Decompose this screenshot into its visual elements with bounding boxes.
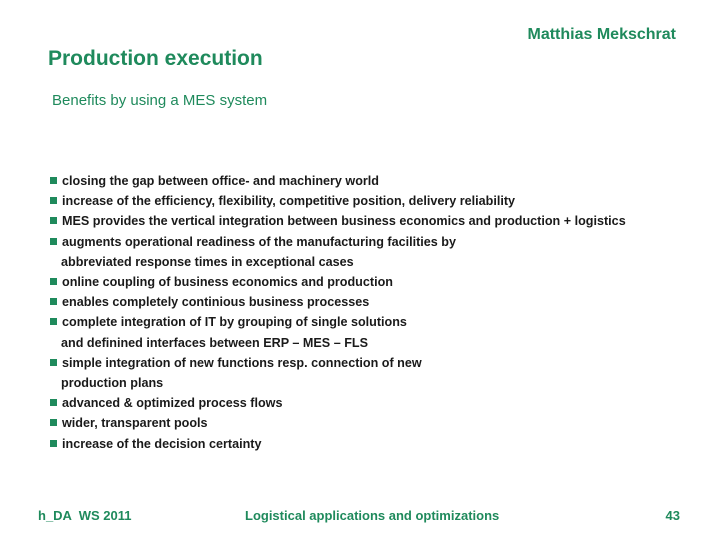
slide-title: Production execution	[48, 47, 263, 70]
bullet-text: wider, transparent pools	[62, 416, 208, 431]
bullet-square-icon	[50, 238, 57, 245]
footer-lecture-title: Logistical applications and optimizations	[245, 508, 500, 523]
list-item	[50, 272, 710, 292]
bullet-text: augments operational readiness of the manufacturing facilities by	[62, 234, 456, 249]
bullet-square-icon	[50, 399, 57, 406]
bullet-text-continuation: production plans	[61, 376, 164, 391]
list-item	[50, 171, 710, 191]
bullet-text: advanced & optimized process flows	[62, 396, 283, 411]
bullet-text-continuation: and definined interfaces between ERP – MES – FLS	[61, 335, 368, 350]
bullet-square-icon	[50, 197, 57, 204]
list-item	[50, 292, 710, 312]
list-item	[50, 191, 710, 211]
list-item	[50, 232, 710, 272]
slide-subtitle: Benefits by using a MES system	[52, 92, 268, 109]
list-item	[50, 312, 710, 352]
list-item	[50, 211, 710, 231]
bullet-list	[50, 171, 710, 454]
bullet-text: increase of the decision certainty	[62, 436, 262, 451]
list-item	[50, 434, 710, 454]
bullet-text: closing the gap between office- and machinery world	[62, 174, 379, 188]
bullet-text: online coupling of business economics and production	[62, 275, 393, 290]
page-number: 43	[665, 508, 680, 523]
bullet-square-icon	[50, 298, 57, 305]
bullet-square-icon	[50, 359, 57, 366]
bullet-text-continuation: abbreviated response times in exceptional cases	[61, 254, 354, 269]
author-name: Matthias Mekschrat	[527, 26, 676, 43]
footer-course-label: h_DA WS 2011	[38, 508, 132, 523]
bullet-square-icon	[50, 419, 57, 426]
list-item	[50, 353, 710, 393]
bullet-text: enables completely continious business processes	[62, 295, 370, 310]
list-item	[50, 393, 710, 413]
list-item	[50, 413, 710, 433]
bullet-square-icon	[50, 217, 57, 224]
bullet-text: MES provides the vertical integration between business economics and production + logistics	[62, 214, 626, 229]
bullet-text: increase of the efficiency, flexibility, competitive position, delivery reliability	[62, 194, 516, 209]
bullet-square-icon	[50, 278, 57, 285]
bullet-square-icon	[50, 177, 57, 184]
bullet-text: simple integration of new functions resp. connection of new	[62, 355, 422, 370]
bullet-text: complete integration of IT by grouping of single solutions	[62, 315, 407, 330]
bullet-square-icon	[50, 318, 57, 325]
bullet-square-icon	[50, 440, 57, 447]
